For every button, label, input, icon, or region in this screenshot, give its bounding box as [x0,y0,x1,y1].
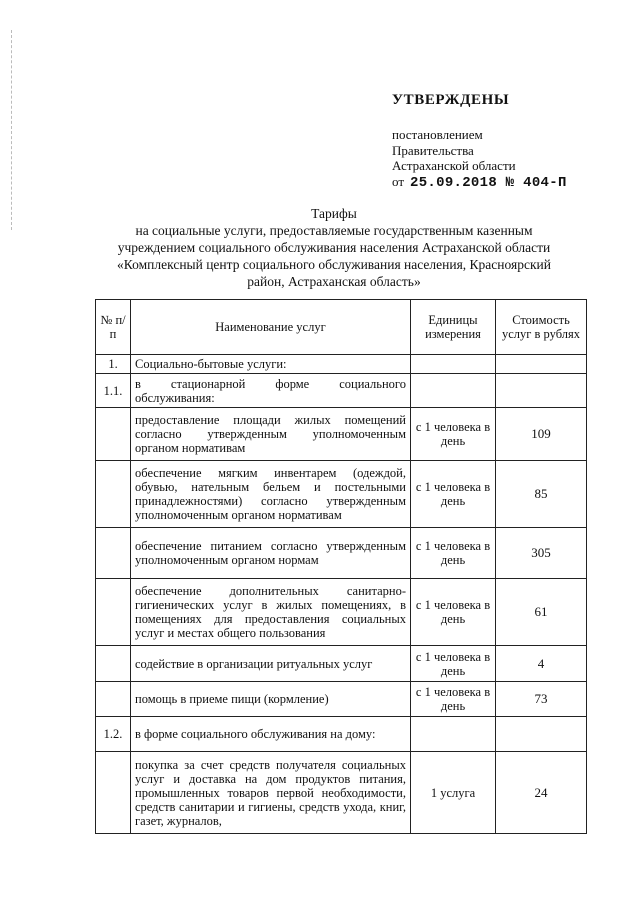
row-unit: с 1 человека в день [411,646,496,682]
row-num [96,752,131,834]
table-row [96,528,587,579]
table-row [96,374,587,408]
row-num [96,461,131,528]
approval-line: Астраханской области [392,158,516,173]
document-heading [100,205,568,290]
approval-title: УТВЕРЖДЕНЫ [392,92,510,108]
header-num: № п/п [96,300,131,355]
table-row [96,752,587,834]
row-num [96,528,131,579]
row-num [96,408,131,461]
row-name: в форме социального обслуживания на дому: [131,717,411,752]
row-name: содействие в организации ритуальных услуг [131,646,411,682]
row-price: 4 [496,646,587,682]
row-price [496,717,587,752]
header-unit: Единицы измерения [411,300,496,355]
row-name: обеспечение мягким инвентарем (одеждой, обувью, нательным бельем и постельными принадлежностями) согласно утвержденным уполномоченным органом нормативам [131,461,411,528]
row-name: покупка за счет средств получателя социальных услуг и доставка на дом продуктов питания, промышленных товаров первой необходимости, средств санитарии и гигиены, средств ухода, книг, газет, журналов, [131,752,411,834]
date-prefix: от [392,173,405,189]
row-unit: с 1 человека в день [411,579,496,646]
row-unit: с 1 человека в день [411,528,496,579]
table-row [96,579,587,646]
row-price: 24 [496,752,587,834]
table-row [96,646,587,682]
approval-line: Правительства [392,142,474,158]
row-name: обеспечение дополнительных санитарно-гигиенических услуг в жилых помещениях, в помещениях для предоставления социальных услуг и местах общего пользования [131,579,411,646]
row-num [96,646,131,682]
row-unit [411,355,496,374]
row-price: 61 [496,579,587,646]
tariffs-table [95,299,587,834]
row-name: в стационарной форме социального обслуживания: [131,374,411,408]
row-num: 1. [96,355,131,374]
row-name: Социально-бытовые услуги: [131,355,411,374]
row-unit: 1 услуга [411,752,496,834]
row-price [496,355,587,374]
row-price: 109 [496,408,587,461]
approval-block [392,92,622,191]
row-unit: с 1 человека в день [411,408,496,461]
row-price: 73 [496,682,587,717]
row-unit: с 1 человека в день [411,461,496,528]
heading-line: учреждением социального обслуживания населения Астраханской области [117,240,551,255]
header-name: Наименование услуг [131,300,411,355]
date-stamp: 25.09.2018 № 404-П [410,174,567,191]
row-num [96,682,131,717]
table-row [96,682,587,717]
scan-margin-mark [11,30,13,230]
row-unit [411,717,496,752]
approval-date-line [392,174,622,191]
row-price: 85 [496,461,587,528]
table-row [96,717,587,752]
row-name: предоставление площади жилых помещений согласно утвержденным уполномоченным органом нормативам [131,408,411,461]
row-name: помощь в приеме пищи (кормление) [131,682,411,717]
heading-line: район, Астраханская область» [247,274,421,289]
row-unit: с 1 человека в день [411,682,496,717]
heading-title: Тарифы [311,206,357,221]
row-price: 305 [496,528,587,579]
row-num: 1.2. [96,717,131,752]
table-header-row [96,300,587,355]
header-price: Стоимость услуг в рублях [496,300,587,355]
row-name: обеспечение питанием согласно утвержденным уполномоченным органом нормам [131,528,411,579]
heading-line: на социальные услуги, предоставляемые государственным казенным [135,223,533,238]
row-num: 1.1. [96,374,131,408]
table-row [96,355,587,374]
approval-line: постановлением [392,127,483,142]
table-row [96,461,587,528]
row-price [496,374,587,408]
table-row [96,408,587,461]
row-unit [411,374,496,408]
heading-line: «Комплексный центр социального обслуживания населения, Красноярский [117,257,551,272]
row-num [96,579,131,646]
